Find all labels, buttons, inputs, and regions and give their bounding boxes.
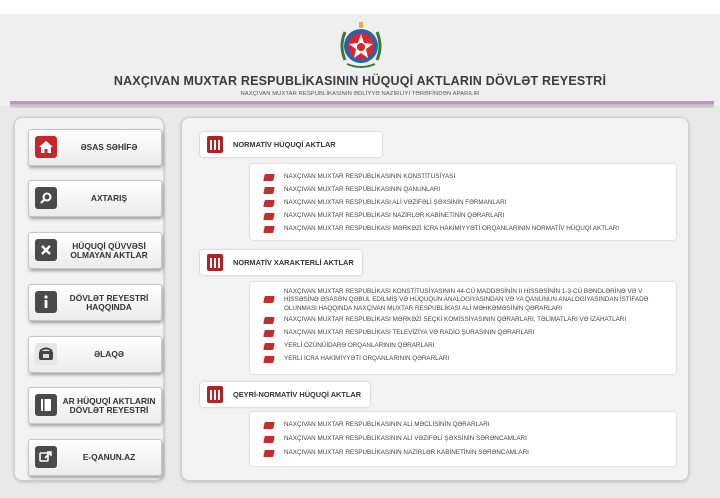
nav-contact-button[interactable] — [28, 336, 162, 373]
close-icon — [35, 239, 57, 261]
home-icon — [35, 136, 57, 158]
info-icon — [35, 291, 57, 313]
books-icon — [207, 254, 223, 271]
list-item[interactable]: NAXÇIVAN MUXTAR RESPUBLİKASININ QANUNLARI — [264, 186, 668, 194]
book-bullet-icon — [263, 330, 274, 337]
nav-label: ƏLAQƏ — [94, 349, 124, 359]
section-header-non-normative[interactable] — [200, 382, 370, 407]
book-bullet-icon — [263, 317, 274, 324]
site-subtitle: NAXÇIVAN MUXTAR RESPUBLİKASININ ƏDLİYYƏ NAZİRLİYİ TƏRƏFİNDƏN APARILIR — [240, 91, 480, 97]
list-item[interactable]: NAXÇIVAN MUXTAR RESPUBLİKASI ALİ VƏZİFƏLİ ŞƏXSİNİN FƏRMANLARI — [264, 199, 668, 207]
nav-label: AR HÜQUQİ AKTLARIN DÖVLƏT REYESTRİ — [62, 395, 156, 415]
book-bullet-icon — [263, 174, 274, 181]
list-item[interactable]: NAXÇIVAN MUXTAR RESPUBLİKASININ NAZİRLƏR KABİNETİNİN SƏRƏNCAMLARI — [264, 449, 668, 457]
main-content — [181, 117, 689, 481]
list-item[interactable]: NAXÇIVAN MUXTAR RESPUBLİKASI KONSTİTUSİYASININ 44-CÜ MADDƏSİNİN II HİSSƏSİNİN 1-3-CÜ BƏNDLƏRİNƏ VƏ V HİSSƏSİNƏ ƏSASƏN QƏBUL EDİLMİŞ VƏ HÜQUQUN ANALOGİYASINDAN VƏ YA QANUNUN ANALOGİYASINDAN İSTİFADƏ OLUNMASI HAQQINDA NAXÇIVAN MUXTAR RESPUBLİKASI ALİ MƏHKƏMƏSİNİN QƏRARLARI — [264, 288, 668, 313]
site-title: NAXÇIVAN MUXTAR RESPUBLİKASININ HÜQUQİ AKTLARIN DÖVLƏT REYESTRİ — [113, 74, 607, 88]
book-bullet-icon — [263, 187, 274, 194]
phone-icon — [35, 343, 57, 365]
list-item[interactable]: YERLİ İCRA HAKİMİYYƏTİ ORQANLARININ QƏRARLARI — [264, 355, 668, 363]
nav-about-registry-button[interactable] — [28, 284, 162, 321]
book-bullet-icon — [263, 226, 274, 233]
nav-label: AXTARIŞ — [90, 193, 128, 203]
top-strip — [0, 0, 720, 14]
books-icon — [207, 136, 223, 153]
sidebar — [14, 117, 164, 481]
section-list — [250, 164, 676, 240]
state-emblem-icon — [337, 20, 385, 72]
book-bullet-icon — [263, 213, 274, 220]
section-list — [250, 282, 676, 374]
nav-search-button[interactable] — [28, 180, 162, 217]
nav-label: E-QANUN.AZ — [82, 452, 136, 462]
nav-invalid-acts-button[interactable] — [28, 232, 162, 269]
list-item[interactable]: NAXÇIVAN MUXTAR RESPUBLİKASI NAZİRLƏR KABİNETİNİN QƏRARLARI — [264, 212, 668, 220]
list-item[interactable]: NAXÇIVAN MUXTAR RESPUBLİKASI TELEVİZİYA VƏ RADİO ŞURASININ QƏRARLARI — [264, 329, 668, 337]
book-bullet-icon — [263, 422, 274, 429]
list-item[interactable]: NAXÇIVAN MUXTAR RESPUBLİKASININ ALİ VƏZİFƏLİ ŞƏXSİNİN SƏRƏNCAMLARI — [264, 435, 668, 443]
book-bullet-icon — [263, 450, 274, 457]
nav-ar-registry-button[interactable] — [28, 387, 162, 424]
book-bullet-icon — [263, 436, 274, 443]
section-title: NORMATİV XARAKTERLİ AKTLAR — [233, 258, 354, 267]
nav-label: DÖVLƏT REYESTRİ HAQQINDA — [69, 292, 149, 312]
list-item[interactable]: NAXÇIVAN MUXTAR RESPUBLİKASININ ALİ MƏCLİSİNİN QƏRARLARI — [264, 421, 668, 429]
section-title: QEYRİ-NORMATİV HÜQUQİ AKTLAR — [233, 390, 362, 399]
list-item[interactable]: NAXÇIVAN MUXTAR RESPUBLİKASININ KONSTİTUSİYASI — [264, 173, 668, 181]
book-bullet-icon — [263, 343, 274, 350]
nav-label: HÜQUQİ QÜVVƏSİ OLMAYAN AKTLAR — [70, 240, 148, 260]
search-icon — [35, 187, 57, 209]
section-list — [250, 412, 676, 466]
section-title: NORMATİV HÜQUQİ AKTLAR — [233, 140, 336, 149]
header-divider — [10, 106, 714, 108]
nav-home-button[interactable] — [28, 129, 162, 166]
list-item[interactable]: YERLİ ÖZÜNÜİDARƏ ORQANLARININ QƏRARLARI — [264, 342, 668, 350]
link-icon — [35, 446, 57, 468]
nav-label: ƏSAS SƏHİFƏ — [80, 142, 138, 152]
section-header-normative[interactable] — [200, 132, 382, 157]
books-icon — [207, 386, 223, 403]
nav-e-qanun-button[interactable] — [28, 439, 162, 476]
list-item[interactable]: NAXÇIVAN MUXTAR RESPUBLİKASI MƏRKƏZİ İCRA HAKİMİYYƏTİ ORQANLARININ NORMATİV HÜQUQİ AKTLARI — [264, 225, 668, 233]
book-bullet-icon — [263, 200, 274, 207]
book-bullet-icon — [263, 356, 274, 363]
section-header-normative-character[interactable] — [200, 250, 362, 275]
book-icon — [35, 394, 57, 416]
book-bullet-icon — [263, 296, 274, 303]
list-item[interactable]: NAXÇIVAN MUXTAR RESPUBLİKASI MƏRKƏZİ SEÇKİ KOMİSSİYASININ QƏRARLARI, TƏLİMATLARI VƏ İZAHATLARI — [264, 316, 668, 324]
